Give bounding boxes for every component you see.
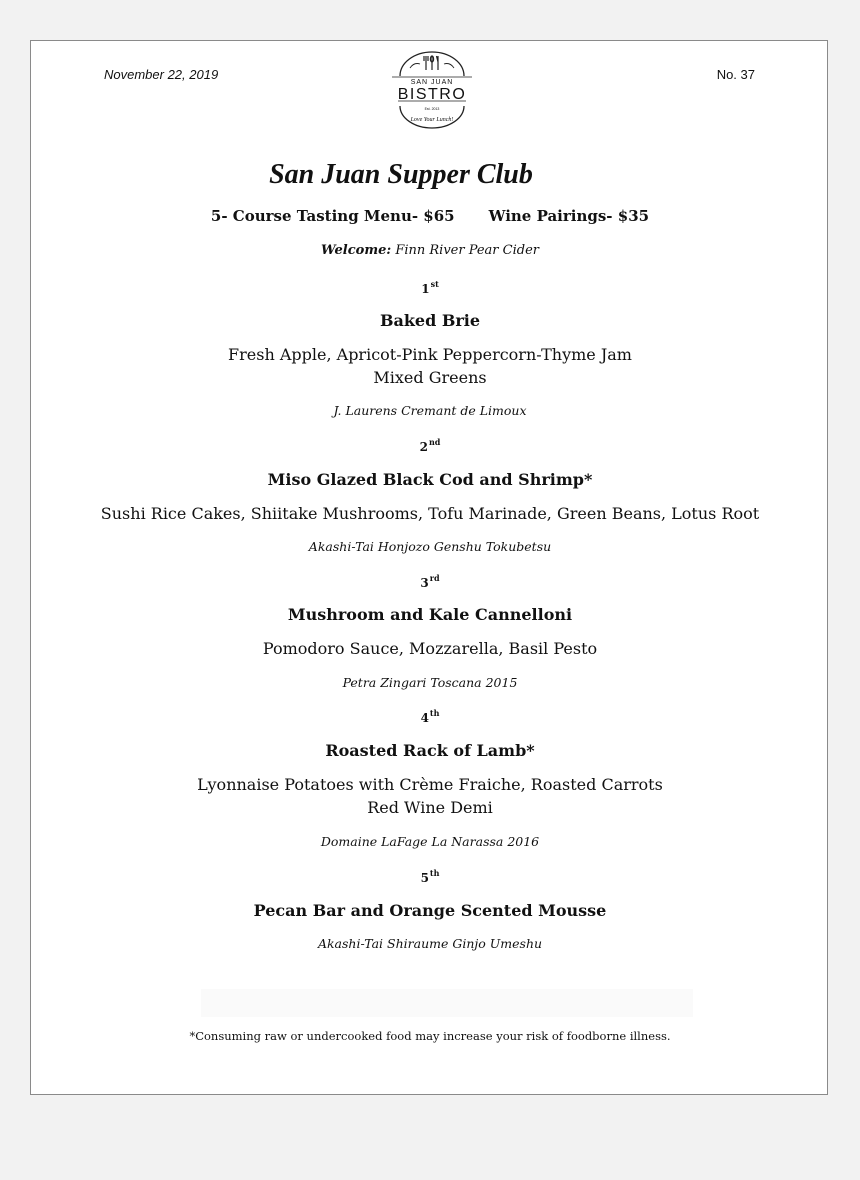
course-number-1: 1st [421, 279, 439, 296]
svg-text:SAN JUAN: SAN JUAN [410, 79, 454, 86]
course-dish-3: Mushroom and Kale Cannelloni [287, 605, 573, 624]
tasting-menu-price: 5- Course Tasting Menu- $65 [210, 207, 455, 225]
welcome-line [31, 243, 829, 258]
course-desc-1b: Mixed Greens [373, 368, 487, 387]
course-desc-3a: Pomodoro Sauce, Mozzarella, Basil Pesto [262, 639, 598, 658]
menu-number: No. 37 [716, 67, 755, 82]
foodborne-disclaimer: *Consuming raw or undercooked food may increase your risk of foodborne illness. [189, 1029, 671, 1043]
course-wine-1: J. Laurens Cremant de Limoux [333, 403, 527, 418]
pricing-line [31, 207, 829, 225]
welcome-label: Welcome: [321, 243, 392, 258]
course-dish-4: Roasted Rack of Lamb* [325, 741, 535, 760]
svg-text:BISTRO: BISTRO [397, 86, 467, 103]
welcome-drink: Finn River Pear Cider [395, 243, 539, 258]
course-dish-5: Pecan Bar and Orange Scented Mousse [253, 901, 607, 920]
menu-page [30, 40, 828, 1095]
course-number-2: 2nd [419, 437, 441, 454]
bistro-logo [386, 44, 478, 136]
course-desc-4b: Red Wine Demi [367, 798, 493, 817]
menu-title: San Juan Supper Club [269, 159, 533, 190]
course-desc-1a: Fresh Apple, Apricot-Pink Peppercorn-Thyme Jam [228, 345, 632, 364]
course-number-4: 4th [420, 708, 440, 725]
blank-box [201, 989, 693, 1017]
course-desc-2a: Sushi Rice Cakes, Shiitake Mushrooms, Tofu Marinade, Green Beans, Lotus Root [100, 504, 760, 523]
menu-date: November 22, 2019 [104, 67, 219, 82]
course-wine-2: Akashi-Tai Honjozo Genshu Tokubetsu [308, 539, 552, 554]
svg-text:Love Your Lunch!: Love Your Lunch! [410, 117, 454, 123]
course-desc-4a: Lyonnaise Potatoes with Crème Fraiche, Roasted Carrots [197, 775, 663, 794]
course-number-3: 3rd [420, 573, 440, 590]
course-wine-4: Domaine LaFage La Narassa 2016 [320, 834, 540, 849]
course-wine-3: Petra Zingari Toscana 2015 [342, 675, 518, 690]
course-wine-5: Akashi-Tai Shiraume Ginjo Umeshu [317, 936, 543, 951]
wine-pairings-price: Wine Pairings- $35 [488, 207, 650, 225]
course-dish-1: Baked Brie [379, 311, 481, 330]
course-number-5: 5th [420, 868, 440, 885]
svg-text:Est. 2013: Est. 2013 [424, 107, 440, 111]
course-dish-2: Miso Glazed Black Cod and Shrimp* [267, 470, 593, 489]
